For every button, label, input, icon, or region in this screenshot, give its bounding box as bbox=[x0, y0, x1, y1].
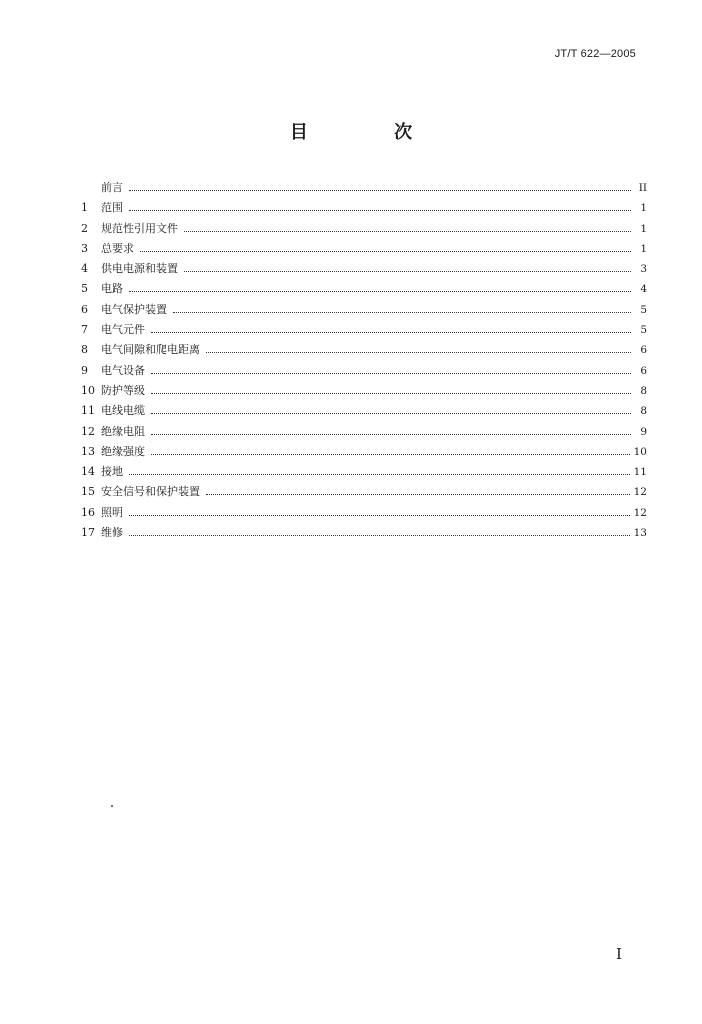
toc-leader-dots bbox=[129, 473, 630, 475]
toc-entry[interactable] bbox=[81, 362, 647, 382]
toc-entry-number: 4 bbox=[81, 262, 88, 276]
toc-entry[interactable] bbox=[81, 524, 647, 544]
toc-entry-label: 绝缘强度 bbox=[101, 444, 145, 458]
toc-entry-label: 供电电源和装置 bbox=[101, 262, 178, 276]
toc-entry[interactable] bbox=[81, 199, 647, 219]
toc-entry-number: 14 bbox=[81, 465, 95, 479]
toc-leader-dots bbox=[184, 270, 631, 272]
toc-entry-page: 1 bbox=[640, 202, 647, 215]
toc-entry-page: 1 bbox=[640, 242, 647, 255]
toc-leader-dots bbox=[206, 493, 630, 495]
toc-entry-page: 6 bbox=[640, 364, 647, 377]
toc-leader-dots bbox=[151, 392, 631, 394]
toc-entry-label: 规范性引用文件 bbox=[101, 221, 178, 235]
toc-leader-dots bbox=[151, 412, 631, 414]
toc-entry-page: 13 bbox=[633, 527, 647, 540]
toc-entry-number: 8 bbox=[81, 343, 88, 357]
toc-entry-label: 范围 bbox=[101, 201, 123, 215]
toc-leader-dots bbox=[140, 250, 631, 252]
toc-entry-number: 16 bbox=[81, 505, 95, 519]
toc-leader-dots bbox=[173, 311, 631, 313]
toc-leader-dots bbox=[151, 331, 631, 333]
standard-code: JT/T 622—2005 bbox=[554, 48, 636, 60]
toc-entry[interactable] bbox=[81, 382, 647, 402]
toc-entry-label: 防护等级 bbox=[101, 383, 145, 397]
toc-entry-label: 电气设备 bbox=[101, 363, 145, 377]
toc-leader-dots bbox=[129, 209, 631, 211]
toc-entry-page: 11 bbox=[633, 466, 647, 479]
toc-entry-number: 2 bbox=[81, 221, 88, 235]
toc-entry-label: 前言 bbox=[101, 181, 123, 194]
toc-entry-number: 1 bbox=[81, 201, 88, 215]
toc-leader-dots bbox=[206, 351, 631, 353]
toc-entry-number: 13 bbox=[81, 444, 95, 458]
toc-entry-label: 电气元件 bbox=[101, 323, 145, 337]
toc-entry-label: 接地 bbox=[101, 465, 123, 479]
toc-leader-dots bbox=[151, 372, 631, 374]
toc-entry-number: 5 bbox=[81, 282, 88, 296]
toc-entry[interactable] bbox=[81, 321, 647, 341]
toc-entry[interactable] bbox=[81, 240, 647, 260]
toc-entry[interactable] bbox=[81, 483, 647, 503]
toc-entry-page: 12 bbox=[633, 486, 647, 499]
toc-entry-page: 8 bbox=[640, 405, 647, 418]
toc-entry-page: 12 bbox=[633, 506, 647, 519]
toc-entry[interactable] bbox=[81, 220, 647, 240]
toc-entry-label: 电路 bbox=[101, 282, 123, 296]
toc-entry-number: 17 bbox=[81, 526, 95, 540]
toc-entry-page: 1 bbox=[640, 222, 647, 235]
scan-speck bbox=[111, 805, 113, 807]
toc-entry-label: 绝缘电阻 bbox=[101, 424, 145, 438]
toc-entry-page: 6 bbox=[640, 344, 647, 357]
toc-entry-label: 总要求 bbox=[101, 241, 134, 255]
toc-entry-label: 维修 bbox=[101, 526, 123, 540]
table-of-contents bbox=[81, 179, 647, 544]
toc-entry[interactable] bbox=[81, 179, 647, 199]
toc-leader-dots bbox=[129, 534, 630, 536]
toc-entry-number: 15 bbox=[81, 485, 95, 499]
toc-entry-number: 9 bbox=[81, 363, 88, 377]
toc-entry-page: 9 bbox=[640, 425, 647, 438]
toc-leader-dots bbox=[129, 290, 631, 292]
toc-entry-page: II bbox=[638, 182, 647, 194]
toc-leader-dots bbox=[129, 189, 631, 191]
toc-entry-page: 8 bbox=[640, 384, 647, 397]
toc-leader-dots bbox=[129, 514, 630, 516]
toc-entry[interactable] bbox=[81, 504, 647, 524]
toc-entry[interactable] bbox=[81, 402, 647, 422]
toc-leader-dots bbox=[184, 230, 631, 232]
toc-leader-dots bbox=[151, 453, 630, 455]
toc-leader-dots bbox=[151, 433, 631, 435]
toc-entry-number: 12 bbox=[81, 424, 95, 438]
toc-entry-page: 3 bbox=[640, 263, 647, 276]
toc-entry-number: 11 bbox=[81, 404, 95, 418]
toc-entry-number: 6 bbox=[81, 302, 88, 316]
toc-entry-page: 5 bbox=[640, 324, 647, 337]
toc-entry[interactable] bbox=[81, 463, 647, 483]
toc-entry-label: 电气间隙和爬电距离 bbox=[101, 343, 200, 357]
toc-entry[interactable] bbox=[81, 301, 647, 321]
page-title: 目 次 bbox=[289, 122, 453, 143]
page-number: I bbox=[616, 945, 622, 963]
toc-entry-page: 10 bbox=[633, 445, 647, 458]
toc-entry[interactable] bbox=[81, 341, 647, 361]
toc-entry-label: 照明 bbox=[101, 505, 123, 519]
toc-entry-page: 5 bbox=[640, 303, 647, 316]
toc-entry-label: 电线电缆 bbox=[101, 404, 145, 418]
toc-entry-label: 电气保护装置 bbox=[101, 302, 167, 316]
toc-entry[interactable] bbox=[81, 260, 647, 280]
toc-entry[interactable] bbox=[81, 423, 647, 443]
toc-entry-page: 4 bbox=[640, 283, 647, 296]
toc-entry-number: 3 bbox=[81, 241, 88, 255]
toc-entry-label: 安全信号和保护装置 bbox=[101, 485, 200, 499]
toc-entry[interactable] bbox=[81, 280, 647, 300]
toc-entry[interactable] bbox=[81, 443, 647, 463]
toc-entry-number: 7 bbox=[81, 323, 88, 337]
toc-entry-number: 10 bbox=[81, 383, 95, 397]
